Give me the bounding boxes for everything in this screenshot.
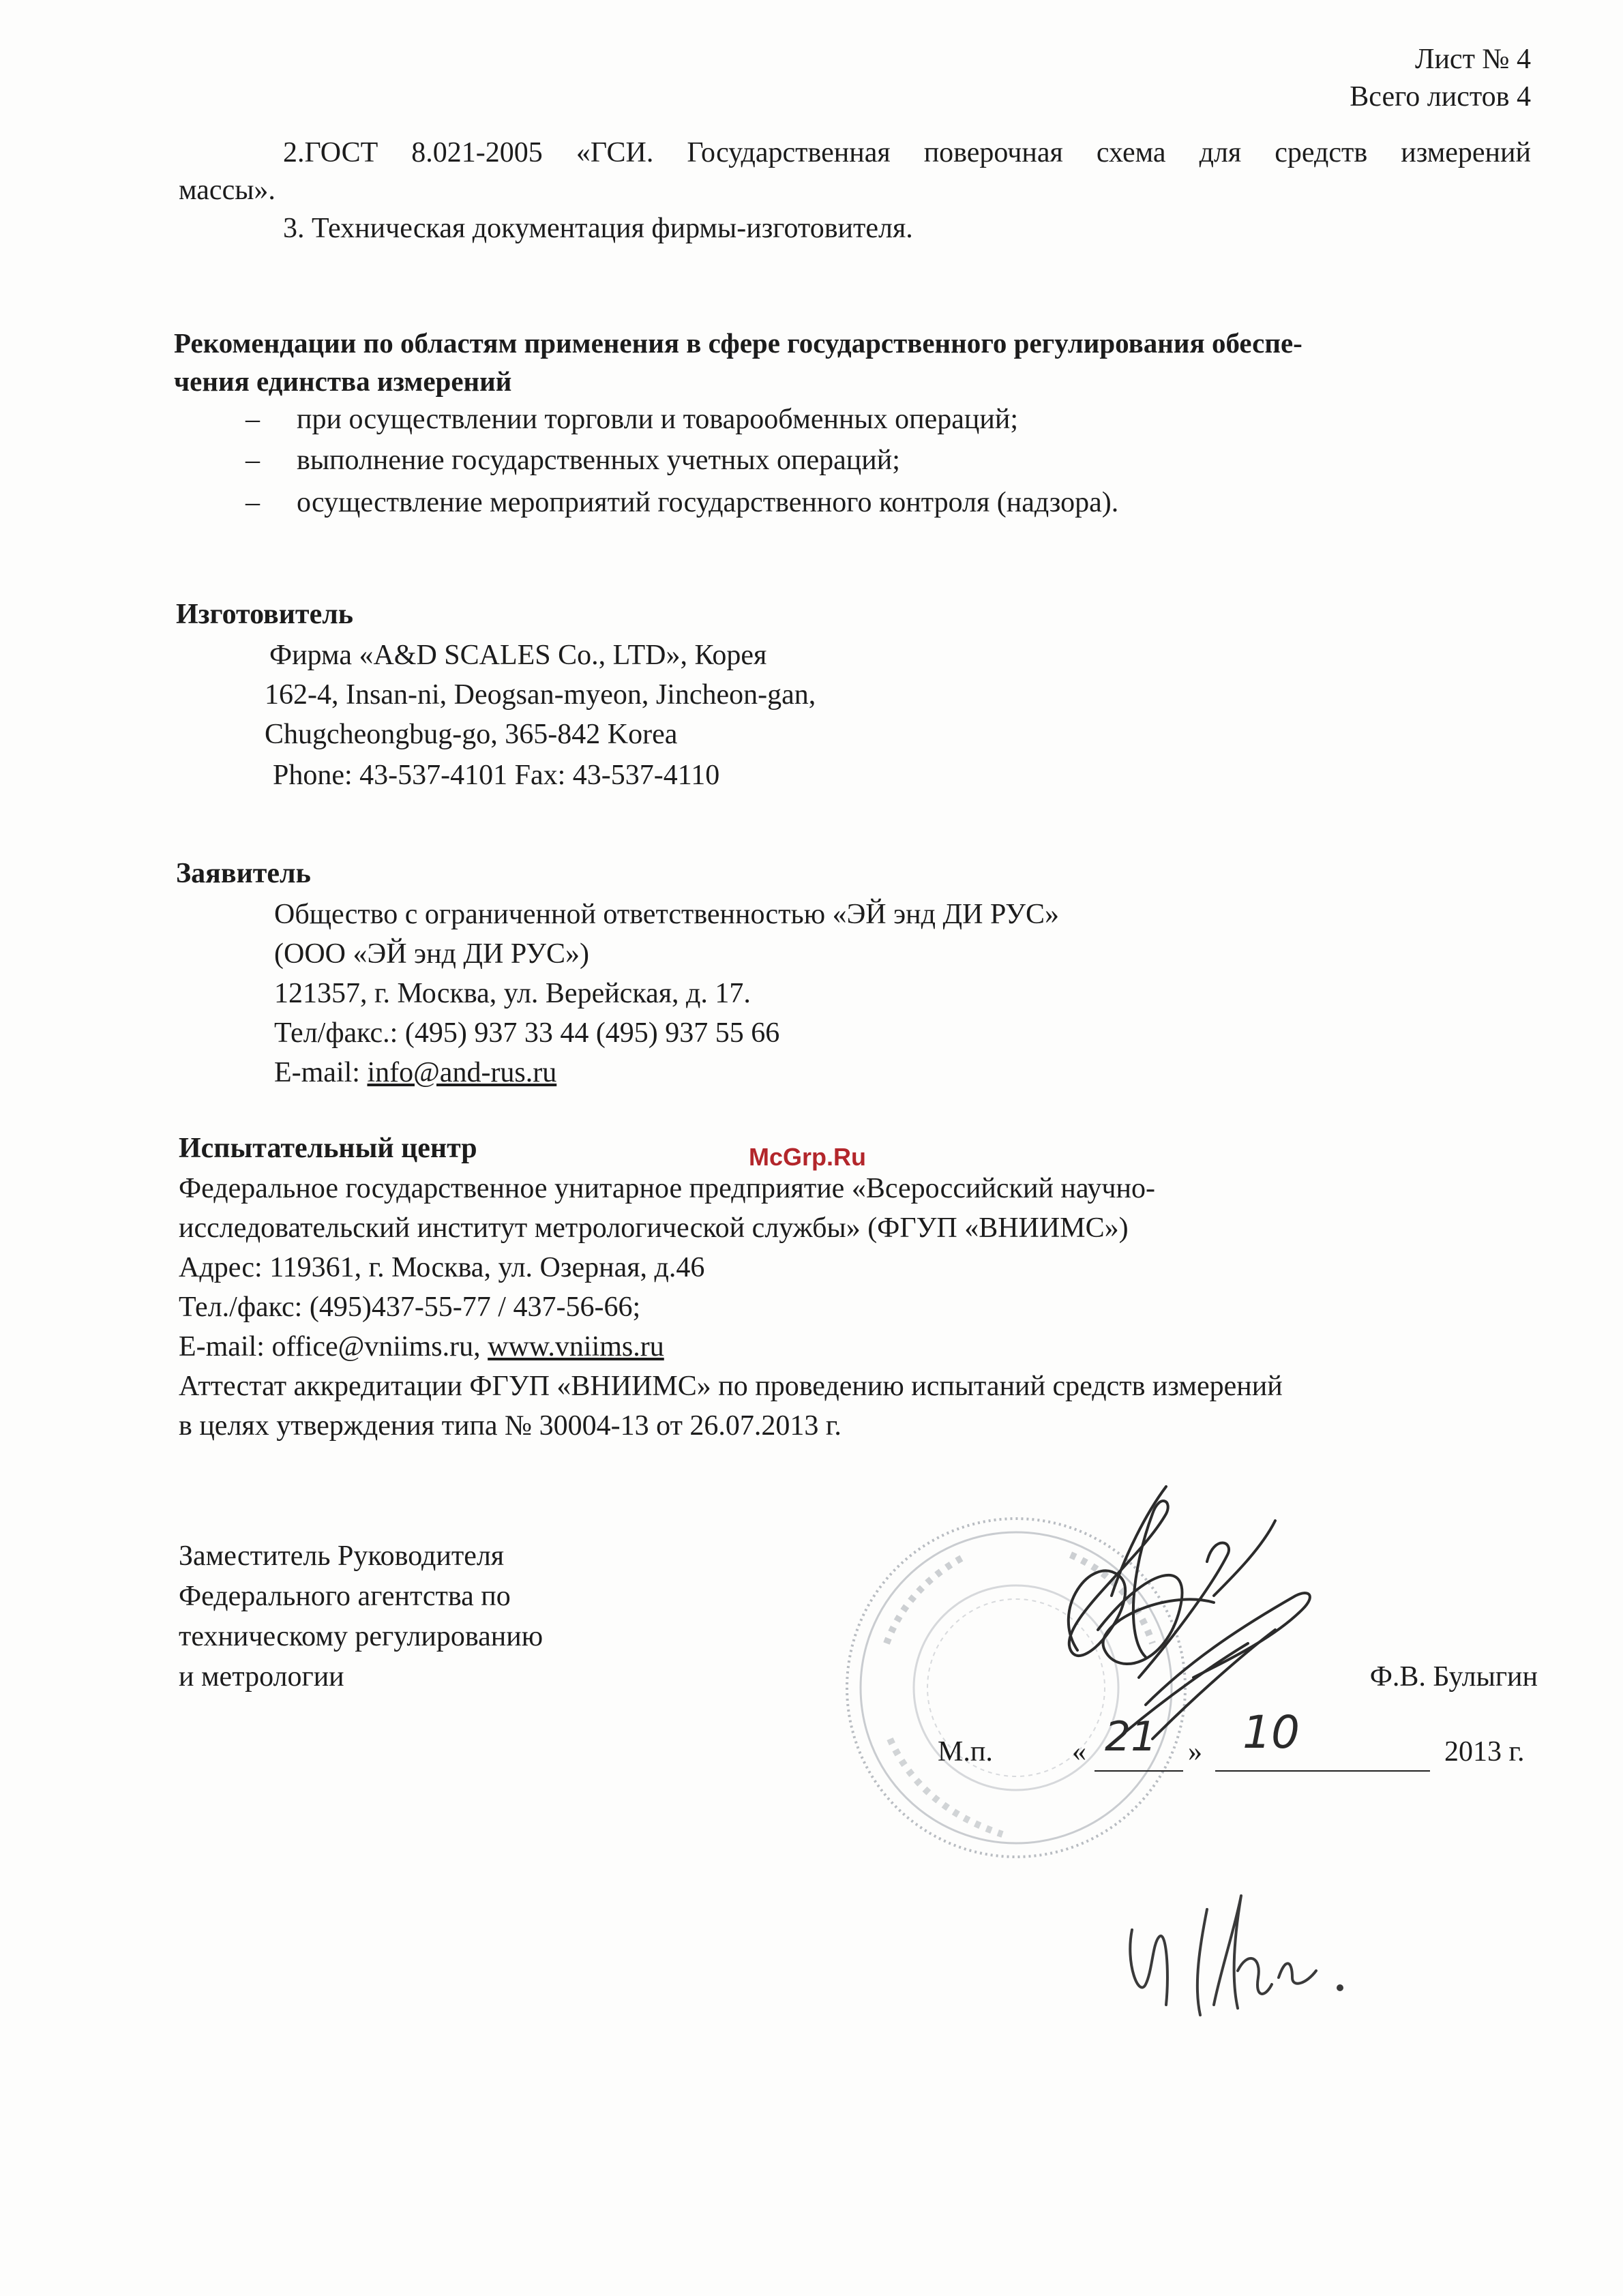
test-center-line: исследовательский институт метрологической службы» (ФГУП «ВНИИМС») [179,1212,1129,1244]
accreditation-line2: в целях утверждения типа № 30004-13 от 26.07.2013 г. [179,1410,842,1442]
watermark-text: McGrp.Ru [749,1143,867,1171]
applicant-line: (ООО «ЭЙ энд ДИ РУС») [274,938,589,970]
list-item: осуществление мероприятий государственного контроля (надзора). [297,487,1119,518]
signature-icon [989,1473,1371,1759]
date-day: 21 [1105,1713,1157,1761]
manufacturer-line: Фирма «A&D SCALES Co., LTD», Корея [269,640,767,671]
manufacturer-line: Chugcheongbug-go, 365-842 Korea [265,719,678,750]
sheet-number: Лист № 4 [1414,44,1531,75]
reference-3: 3. Техническая документация фирмы-изготовителя. [283,213,913,244]
applicant-line: Общество с ограниченной ответственностью «ЭЙ энд ДИ РУС» [274,899,1060,930]
list-item: при осуществлении торговли и товарообменных операций; [297,404,1019,435]
test-center-email: E-mail: office@vniims.ru, [179,1331,488,1362]
position-line: техническому регулированию [179,1621,544,1652]
date-close-quote: » [1188,1736,1202,1768]
date-open-quote: « [1072,1736,1086,1768]
test-center-line: Федеральное государственное унитарное предприятие «Всероссийский научно- [179,1173,1155,1204]
test-center-title: Испытательный центр [179,1133,477,1164]
manufacturer-title: Изготовитель [176,599,353,630]
date-year: 2013 г. [1444,1736,1525,1768]
reference-2-line1: 2.ГОСТ 8.021-2005 «ГСИ. Государственная поверочная схема для средств измерений [283,137,1531,168]
applicant-line: 121357, г. Москва, ул. Верейская, д. 17. [274,978,751,1009]
stamp-label: М.п. [938,1736,993,1768]
reference-2-line2: массы». [179,175,276,206]
position-line: и метрологии [179,1661,344,1693]
list-item: выполнение государственных учетных операций; [297,445,900,476]
applicant-title: Заявитель [176,858,311,889]
list-dash: – [245,404,260,435]
signatory-name: Ф.В. Булыгин [1369,1661,1538,1693]
date-month: 10 [1242,1706,1300,1759]
applicant-email-label: E-mail: [274,1057,368,1088]
applicant-line: Тел/факс.: (495) 937 33 44 (495) 937 55 66 [274,1017,780,1049]
accreditation-line1: Аттестат аккредитации ФГУП «ВНИИМС» по проведению испытаний средств измерений [179,1371,1283,1402]
list-dash: – [245,445,260,476]
position-line: Федерального агентства по [179,1581,511,1612]
test-center-line: Тел./факс: (495)437-55-77 / 437-56-66; [179,1292,641,1323]
applicant-email-link[interactable]: info@and-rus.ru [367,1057,557,1088]
month-blank [1215,1770,1430,1772]
day-blank [1095,1770,1183,1772]
position-line: Заместитель Руководителя [179,1540,505,1572]
test-center-website-link[interactable]: www.vniims.ru [488,1331,664,1362]
test-center-email-row [179,1327,664,1367]
applicant-email-row [274,1053,556,1092]
list-dash: – [245,487,260,518]
recommendations-title-line2: чения единства измерений [174,366,512,397]
handwritten-initials-icon [1118,1868,1378,2032]
recommendations-title-line1: Рекомендации по областям применения в сфере государственного регулирования обеспе- [174,327,1302,359]
manufacturer-line: Phone: 43-537-4101 Fax: 43-537-4110 [273,760,720,791]
manufacturer-line: 162-4, Insan-ni, Deogsan-myeon, Jincheon-gan, [265,679,816,711]
test-center-line: Адрес: 119361, г. Москва, ул. Озерная, д.46 [179,1252,705,1283]
sheet-total: Всего листов 4 [1350,81,1531,113]
